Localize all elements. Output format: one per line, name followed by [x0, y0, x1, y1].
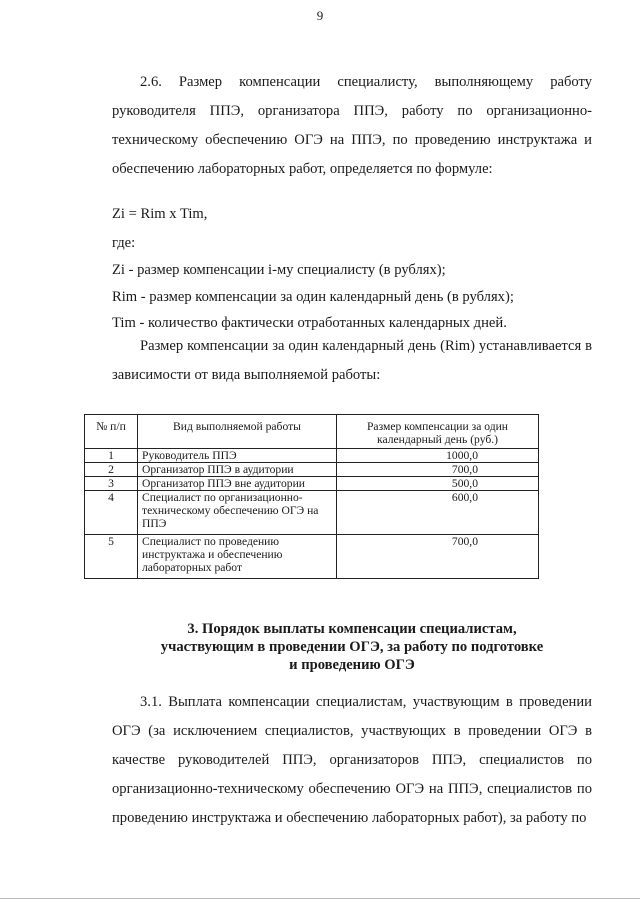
- row-num: 3: [85, 477, 138, 491]
- table-row: [85, 535, 539, 579]
- table-row: [85, 463, 539, 477]
- header-work: Вид выполняемой работы: [138, 415, 337, 449]
- formula-expression: Zi = Rim x Tim,: [112, 206, 208, 222]
- row-work: Специалист по проведению инструктажа и обеспечению лабораторных работ: [138, 535, 337, 579]
- table-row: [85, 477, 539, 491]
- row-num: 2: [85, 463, 138, 477]
- table-row: [85, 449, 539, 463]
- section-3-heading: [112, 620, 592, 674]
- heading-line: 3. Порядок выплаты компенсации специалистам,: [187, 621, 517, 637]
- row-amount: 700,0: [337, 463, 539, 477]
- row-amount: 500,0: [337, 477, 539, 491]
- header-num: № п/п: [85, 415, 138, 449]
- paragraph-2-6: 2.6. Размер компенсации специалисту, выполняющему работу руководителя ППЭ, организатора ППЭ, работу по организационно-техническому обеспечению ОГЭ на ППЭ, по проведению инструктажа и обеспечению лабораторных работ, определяется по формуле:: [112, 74, 592, 177]
- row-amount: 600,0: [337, 491, 539, 535]
- rate-intro-paragraph: Размер компенсации за один календарный день (Rim) устанавливается в зависимости от вида выполняемой работы:: [112, 338, 592, 383]
- row-work: Организатор ППЭ вне аудитории: [138, 477, 337, 491]
- formula-rim-definition: Rim - размер компенсации за один календарный день (в рублях);: [112, 289, 514, 305]
- row-num: 1: [85, 449, 138, 463]
- row-work: Организатор ППЭ в аудитории: [138, 463, 337, 477]
- formula-zi-definition: Zi - размер компенсации i-му специалисту (в рублях);: [112, 262, 446, 278]
- header-amount: Размер компенсации за один календарный день (руб.): [337, 415, 539, 449]
- paragraph-3-1: 3.1. Выплата компенсации специалистам, участвующим в проведении ОГЭ (за исключением специалистов, участвующих в проведении ОГЭ в качестве руководителей ППЭ, организаторов ППЭ, специалистов по организационно-техническому обеспечению ОГЭ на ППЭ, специалистов по проведению инструктажа и обеспечению лабораторных работ), за работу по: [112, 694, 592, 826]
- table-row: [85, 491, 539, 535]
- row-amount: 1000,0: [337, 449, 539, 463]
- heading-line: и проведению ОГЭ: [289, 657, 415, 673]
- page-number: 9: [316, 8, 324, 23]
- heading-line: участвующим в проведении ОГЭ, за работу по подготовке: [160, 639, 544, 655]
- row-amount: 700,0: [337, 535, 539, 579]
- row-num: 5: [85, 535, 138, 579]
- row-work: Специалист по организационно-техническому обеспечению ОГЭ на ППЭ: [138, 491, 337, 535]
- table-header-row: [85, 415, 539, 449]
- page-bottom-rule: [0, 898, 640, 899]
- formula-tim-definition: Tim - количество фактически отработанных календарных дней.: [112, 315, 507, 331]
- row-work: Руководитель ППЭ: [138, 449, 337, 463]
- row-num: 4: [85, 491, 138, 535]
- formula-where: где:: [112, 235, 136, 251]
- compensation-table: [84, 414, 539, 579]
